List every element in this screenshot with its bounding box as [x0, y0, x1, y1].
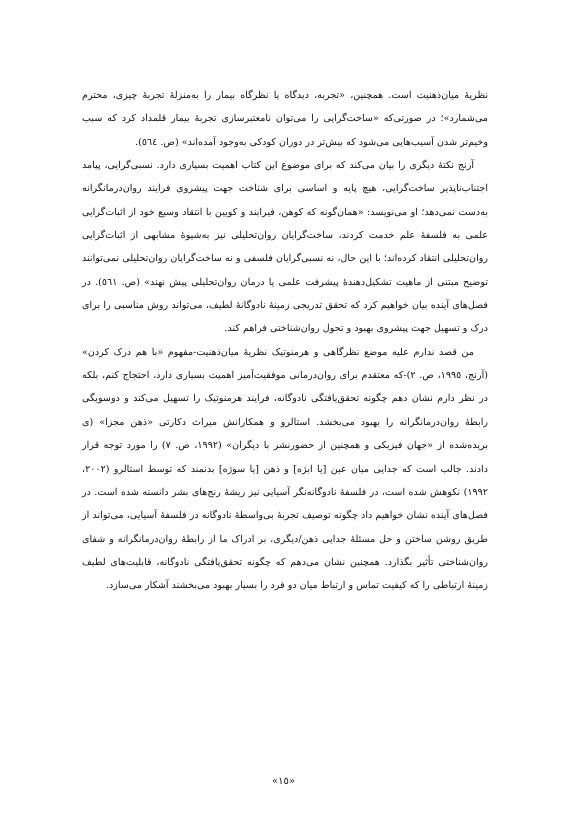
paragraph-2: آرنج نکتهٔ دیگری را بیان می‌کند که برای موضوع این کتاب اهمیت بسیاری دارد. نسبی‌گرایی، پیامد اجتناب‌ناپذیر ساخت‌گرایی، هیچ پایه و اساسی برای شناخت جهت پیشروی فرایند روان‌درمانگرانه به‌دست نمی‌دهد؛ او می‌نویسد: «همان‌گونه که کوهن، فیرابند و کویین با انتقاد وسیع خود از اثبات‌گرایی علمی به فلسفهٔ علم خدمت کردند، ساخت‌گرایان روان‌تحلیلی نیز به‌شیوهٔ مشابهی از اثبات‌گرایی روان‌تحلیلی انتقاد کرده‌اند؛ با این حال، نه نسبی‌گرایان فلسفی و نه ساخت‌گرایان روان‌تحلیلی نمی‌توانند توضیح مبتنی از ماهیت تشکیل‌دهندهٔ پیشرفت علمی یا درمان روان‌تحلیلی پیش نهند» (ص. ٥٦١). در فصل‌های آینده بیان خواهیم کرد که تحقق تدریجی زمینهٔ نادوگانهٔ لطیف، می‌تواند روش مناسبی را برای درک و تسهیل جهت پیشروی بهبود و تحول روان‌شناختی فراهم کند. — [82, 160, 489, 335]
paragraph-1: نظریهٔ میان‌ذهنیت است. همچنین، «تجربه، دیدگاه یا نظرگاه بیمار را به‌منزلهٔ تجربهٔ چیزی، محترم می‌شمارد»؛ در صورتی‌که «ساخت‌گرایی را می‌توان نامعتبرسازی تجربهٔ بیمار قلمداد کرد که سبب وخیم‌تر شدن آسیب‌هایی می‌شود که بیش‌تر در دوران کودکی به‌وجود آمده‌اند» (ص. ٥٦٤). — [82, 90, 488, 148]
paragraph-3: من قصد ندارم علیه موضع نظرگاهی و هرمنوتیک نظریهٔ میان‌ذهنیت-مفهوم «با هم درک کردن» (آرنج، ١٩٩٥، ص. ٢)-که معتقدم برای روان‌درمانی موفقیت‌آمیز اهمیت بسیاری دارد، احتجاج کنم، بلکه در نظر دارم نشان دهم چگونه تحقق‌یافتگی نادوگانه، فرایند هرمنوتیک را تسهیل می‌کند و دوسویگی رابطهٔ روان‌درمانگرانه را بهبود می‌بخشد. استالرو و همکارانش میراث دکارتی «ذهن مجزا» (ی بریده‌شده از «جهان فیزیکی و همچنین از حضورنشر با دیگران» (١٩٩٢، ص. ٧) را مورد توجه قرار دادند. جالب است که جدایی میان عین [یا ابژه] و ذهن [یا سوژه] بدنمند که توسط استالرو (٢٠٠٢، ١٩٩٢) نکوهش شده است، در فلسفهٔ نادوگانه‌نگر آسیایی نیز ریشهٔ رنج‌های بشر دانسته شده است. در فصل‌های آینده نشان خواهیم داد چگونه توصیف تجربهٔ بی‌واسطهٔ نادوگانه در فلسفهٔ آسیایی، می‌تواند از طریق روشن ساختن و حل مسئلهٔ جدایی ذهن/دیگری، بر ادراک ما از رابطهٔ روان‌درمانگرانه و شفای روان‌شناختی تأثیر بگذارد. همچنین نشان می‌دهم که چگونه تحقق‌یافتگی نادوگانه، قابلیت‌های لطیف زمینهٔ ارتباطی را که کیفیت تماس و ارتباط میان دو فرد را بسیار بهبود می‌بخشند آشکار می‌سازد. — [82, 346, 488, 592]
page-number: «١٥» — [272, 776, 295, 787]
body-text — [82, 84, 488, 598]
